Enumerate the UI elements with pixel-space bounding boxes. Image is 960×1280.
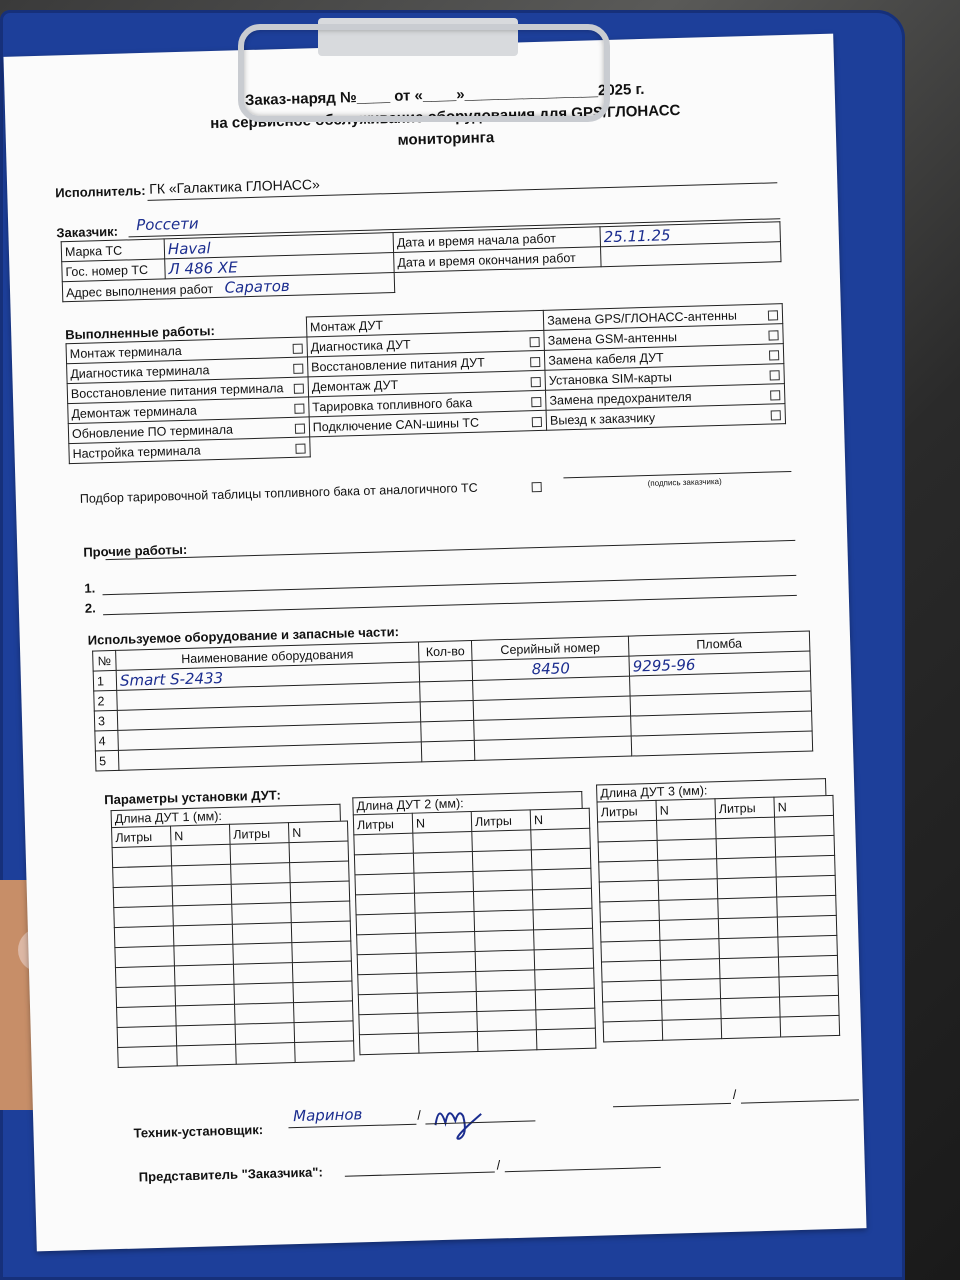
row-number: 4 <box>95 730 119 751</box>
title-line-1: Заказ-наряд №____ от «____»________________2025 г. <box>244 80 645 110</box>
other-item-2: 2. <box>84 600 96 616</box>
works-col3-item: Установка SIM-карты <box>545 364 784 391</box>
equipment-name[interactable]: Smart S-2433 <box>116 662 419 690</box>
equipment-heading: Используемое оборудование и запасные части: <box>87 624 400 648</box>
works-col2-item: Диагностика ДУТ <box>307 330 545 357</box>
dut-heading: Параметры установки ДУТ: <box>104 787 282 808</box>
equipment-table <box>92 631 813 772</box>
checkbox[interactable] <box>530 337 540 347</box>
equipment-seal[interactable] <box>631 731 812 756</box>
slash: / <box>732 1086 737 1102</box>
other-line-0 <box>106 540 796 560</box>
dut-col-header: Литры <box>229 823 289 845</box>
dut-col-header: Литры <box>353 813 413 835</box>
dut-2-title: Длина ДУТ 2 (мм): <box>352 791 582 814</box>
equipment-qty[interactable] <box>419 660 473 681</box>
selection-checkbox[interactable] <box>532 482 542 492</box>
other-line-2 <box>103 595 797 615</box>
clipboard-clip[interactable] <box>238 18 608 128</box>
dut-table-2 <box>352 791 596 1056</box>
checkbox[interactable] <box>770 390 780 400</box>
works-col1-item: Демонтаж терминала <box>68 397 309 424</box>
title-line-2: на сервисное обслуживание оборудования для GPS/ГЛОНАСС мониторинга <box>210 101 681 149</box>
technician-name[interactable]: Маринов <box>292 1105 363 1126</box>
checkbox[interactable] <box>530 357 540 367</box>
technician-signature-icon <box>429 1094 490 1146</box>
executor-value: ГК «Галактика ГЛОНАСС» <box>148 176 320 197</box>
work-order-sheet <box>3 34 866 1252</box>
dut-col-header: Литры <box>471 810 531 832</box>
end-label: Дата и время окончания работ <box>394 247 601 273</box>
row-number: 3 <box>94 710 118 731</box>
representative-sign-line <box>505 1167 661 1172</box>
checkbox[interactable] <box>295 444 305 454</box>
works-col3-item: Замена GSM-антенны <box>544 324 783 351</box>
checkbox[interactable] <box>532 417 542 427</box>
customer-value[interactable]: Россети <box>135 214 199 235</box>
works-col2-item: Восстановление питания ДУТ <box>307 350 545 377</box>
dut-2-grid <box>353 808 597 1056</box>
dut-col-header: N <box>774 795 834 817</box>
equipment-serial[interactable] <box>474 736 631 760</box>
other-item-1: 1. <box>84 580 96 596</box>
equipment-header: Серийный номер <box>471 636 628 660</box>
dut-table-1 <box>111 804 355 1069</box>
clip-wire <box>238 24 610 122</box>
representative-name-line <box>345 1172 495 1177</box>
checkbox[interactable] <box>531 377 541 387</box>
works-col1-item: Настройка терминала <box>69 437 310 464</box>
equipment-qty[interactable] <box>421 720 475 741</box>
slash: / <box>496 1157 501 1173</box>
dut-col-header: Литры <box>112 826 172 848</box>
dut-3-grid <box>597 795 841 1043</box>
equipment-qty[interactable] <box>420 700 474 721</box>
works-col2-item: Демонтаж ДУТ <box>308 370 546 397</box>
other-heading: Прочие работы: <box>83 541 188 560</box>
equipment-qty[interactable] <box>420 680 474 701</box>
signature-caption: (подпись заказчика) <box>647 476 722 488</box>
checkbox[interactable] <box>292 344 302 354</box>
row-number: 2 <box>94 690 118 711</box>
works-col2-item: Тарировка топливного бака <box>308 390 546 417</box>
checkbox[interactable] <box>768 310 778 320</box>
right-line-1 <box>613 1103 731 1107</box>
works-col1-item: Восстановление питания терминала <box>67 377 308 404</box>
equipment-header: Кол-во <box>418 640 472 661</box>
checkbox[interactable] <box>294 384 304 394</box>
works-col3-item: Замена GPS/ГЛОНАСС-антенны <box>543 304 782 331</box>
dut-table-3 <box>596 778 840 1043</box>
dut-col-header: N <box>530 808 590 830</box>
equipment-header: Наименование оборудования <box>116 642 419 670</box>
start-value[interactable]: 25.11.25 <box>600 222 780 247</box>
right-line-2 <box>741 1099 859 1103</box>
works-col1-item: Монтаж терминала <box>66 337 307 364</box>
dut-1-grid <box>111 821 355 1069</box>
checkbox[interactable] <box>295 424 305 434</box>
brand-value[interactable]: Haval <box>164 233 393 259</box>
address-value[interactable]: Саратов <box>224 276 290 297</box>
representative-label: Представитель "Заказчика": <box>138 1164 323 1185</box>
checkbox[interactable] <box>769 350 779 360</box>
equipment-seal[interactable]: 9295-96 <box>629 651 810 676</box>
start-label: Дата и время начала работ <box>393 227 600 253</box>
works-table <box>65 303 787 464</box>
equipment-serial[interactable]: 8450 <box>472 656 629 680</box>
technician-label: Техник-установщик: <box>133 1121 264 1141</box>
works-col3-item: Замена кабеля ДУТ <box>545 344 784 371</box>
equipment-qty[interactable] <box>421 740 475 761</box>
works-col3-item: Замена предохранителя <box>546 384 785 411</box>
plate-label: Гос. номер ТС <box>62 259 166 282</box>
works-col3-item: Выезд к заказчику <box>546 404 785 431</box>
row-number: 5 <box>95 750 119 771</box>
slash: / <box>416 1107 422 1123</box>
works-col2-item: Подключение CAN-шины ТС <box>309 410 547 437</box>
checkbox[interactable] <box>293 364 303 374</box>
dut-1-title: Длина ДУТ 1 (мм): <box>111 804 341 827</box>
works-col2-item: Монтаж ДУТ <box>306 310 544 337</box>
executor-label: Исполнитель: <box>55 182 146 201</box>
works-col1-item: Диагностика терминала <box>67 357 308 384</box>
checkbox[interactable] <box>531 397 541 407</box>
checkbox[interactable] <box>770 370 780 380</box>
customer-label: Заказчик: <box>56 223 119 241</box>
equipment-header: Пломба <box>628 631 809 656</box>
other-line-1 <box>103 575 797 595</box>
brand-label: Марка ТС <box>61 239 165 262</box>
dut-col-header: Литры <box>597 800 657 822</box>
checkbox[interactable] <box>294 404 304 414</box>
dut-col-header: N <box>656 799 716 821</box>
dut-col-header: Литры <box>715 797 775 819</box>
checkbox[interactable] <box>768 330 778 340</box>
dut-col-header: N <box>412 812 472 834</box>
row-number: 1 <box>93 670 117 691</box>
checkbox[interactable] <box>771 410 781 420</box>
selection-text: Подбор тарировочной таблицы топливного бака от аналогичного ТС <box>79 480 478 506</box>
dut-3-title: Длина ДУТ 3 (мм): <box>596 778 826 801</box>
works-heading: Выполненные работы: <box>65 323 215 343</box>
plate-value[interactable]: Л 486 ХЕ <box>165 253 394 279</box>
works-col1-item: Обновление ПО терминала <box>68 417 309 444</box>
equipment-header: № <box>93 650 117 671</box>
vehicle-table <box>61 221 782 302</box>
dut-col-header: N <box>288 821 348 843</box>
address-label: Адрес выполнения работ <box>65 281 214 300</box>
dut-col-header: N <box>171 824 231 846</box>
